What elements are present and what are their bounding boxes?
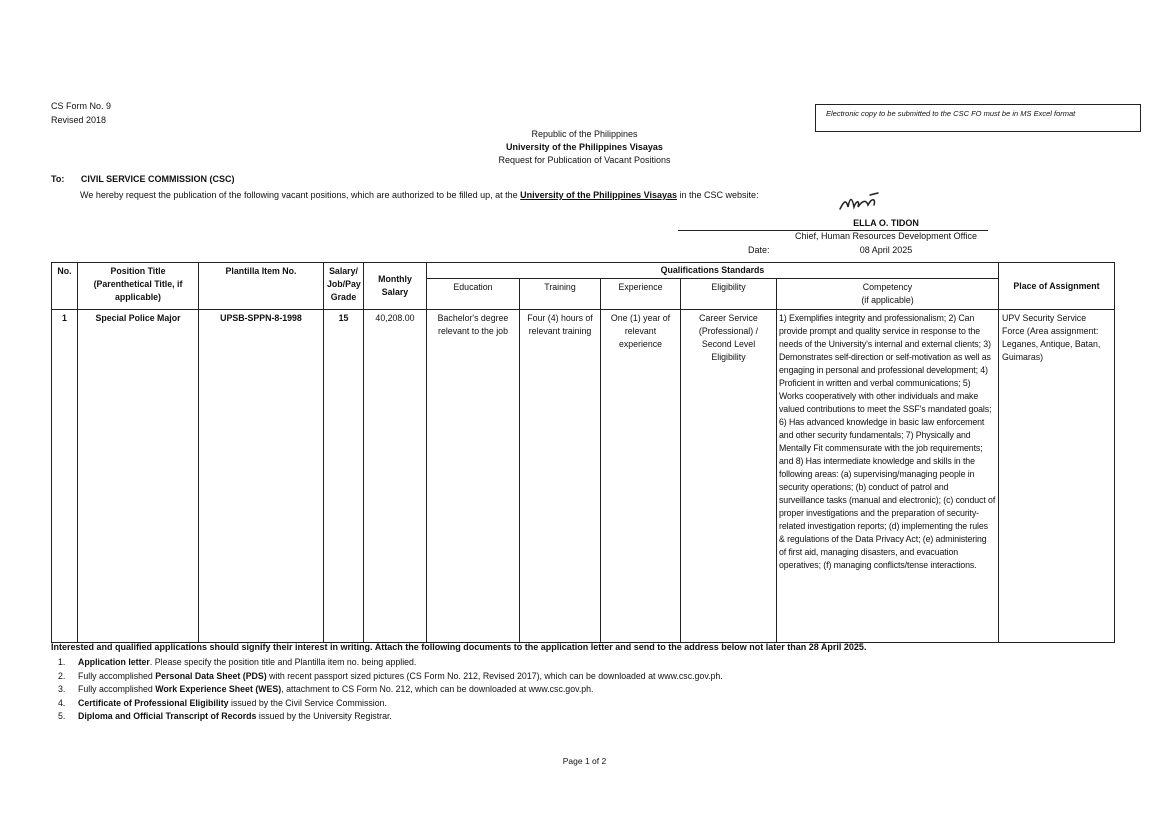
header-qualifications: Qualifications Standards (427, 263, 999, 279)
request-statement (80, 190, 759, 200)
item-number: 1. (58, 657, 66, 667)
header-position-title (78, 263, 199, 310)
item-number: 3. (58, 684, 66, 694)
list-item (58, 710, 723, 724)
item-rest: issued by the University Registrar. (256, 711, 392, 721)
header-eligibility: Eligibility (681, 279, 777, 310)
university-name: University of the Philippines Visayas (506, 142, 663, 152)
item-number: 5. (58, 711, 66, 721)
to-label: To: (51, 174, 65, 184)
header-training: Training (520, 279, 601, 310)
signatory-office: Chief, Human Resources Development Office (795, 231, 977, 241)
excel-format-note: Electronic copy to be submitted to the CSC FO must be in MS Excel format (815, 104, 1141, 132)
item-rest: issued by the Civil Service Commission. (228, 697, 387, 708)
form-number: CS Form No. 9 (51, 101, 112, 111)
row-training: Four (4) hours of relevant training (520, 310, 601, 643)
application-instructions: Interested and qualified applications should signify their interest in writing. Attach the following documents to the application letter and send to the address below not later than 28 April 2025. (51, 642, 867, 652)
header-competency-main: Competency (862, 282, 913, 292)
list-item (58, 656, 723, 670)
row-place: UPV Security Service Force (Area assignment: Leganes, Antique, Batan, Guimaras) (999, 310, 1115, 643)
row-competency: 1) Exemplifies integrity and professionalism; 2) Can provide prompt and quality service in response to the needs of the University's internal and external clients; 3) Demonstrates self-direction or self-motivation as well as engaging in personal and professional development; 4) Proficient in written and verbal communications; 5) Works cooperatively with other individuals and make valued contributions to meet the SSF's mandated goals; 6) Has advanced knowledge in basic law enforcement and other security fundamentals; 7) Physically and Mentally Fit commensurate with the job requirements; and 8) Has intermediate knowledge and skills in the following areas: (a) supervising/managing people in security operations; (b) conduct of patrol and surveillance tasks (manual and electronic); (c) conduct of proper investigations and the preparation of security-related investigation reports; (d) implementing the rules & regulations of the Data Privacy Act; (e) administering of first aid, managing disasters, and evacuation operatives; (f) managing conflicts/tense interactions. (777, 310, 999, 643)
row-position-title: Special Police Major (78, 310, 199, 643)
item-number: 2. (58, 670, 66, 681)
item-number: 4. (58, 697, 66, 708)
header-experience: Experience (601, 279, 681, 310)
item-pre: Fully accomplished (78, 684, 156, 694)
signatory-name: ELLA O. TIDON (853, 218, 919, 228)
row-plantilla: UPSB-SPPN-8-1998 (199, 310, 324, 643)
list-item (58, 670, 723, 684)
list-item (58, 697, 723, 711)
item-bold: Personal Data Sheet (PDS) (155, 670, 267, 681)
document-date: 08 April 2025 (859, 245, 913, 255)
addressee (51, 174, 235, 184)
signature-mark (836, 191, 886, 215)
page-number: Page 1 of 2 (562, 756, 607, 766)
date-label: Date: (748, 245, 770, 255)
item-bold: Application letter (78, 657, 150, 667)
item-rest: , attachment to CS Form No. 212, which can be downloaded at www.csc.gov.ph. (281, 684, 594, 694)
header-salary-grade: Salary/ Job/Pay Grade (324, 263, 364, 310)
request-post: in the CSC website: (679, 190, 759, 200)
item-rest: with recent passport sized pictures (CS Form No. 212, Revised 2017), which can be downloaded at www.csc.gov.ph. (266, 670, 723, 681)
row-salary-grade: 15 (324, 310, 364, 643)
request-pre: We hereby request the publication of the following vacant positions, which are authorized to be filled up, at the (80, 190, 518, 200)
header-competency (777, 279, 999, 310)
item-bold: Certificate of Professional Eligibility (78, 697, 229, 708)
requirements-list (58, 656, 723, 724)
header-place: Place of Assignment (999, 263, 1115, 310)
row-experience: One (1) year of relevant experience (601, 310, 681, 643)
form-id (51, 99, 111, 127)
form-revised: Revised 2018 (51, 115, 107, 125)
list-item (58, 683, 723, 697)
request-university: University of the Philippines Visayas (520, 190, 678, 200)
row-eligibility: Career Service (Professional) / Second Level Eligibility (681, 310, 777, 643)
row-education: Bachelor's degree relevant to the job (427, 310, 520, 643)
header-plantilla: Plantilla Item No. (199, 263, 324, 310)
header-competency-sub: (if applicable) (861, 295, 914, 305)
header-position-title-main: Position Title (110, 266, 166, 276)
row-monthly-salary: 40,208.00 (364, 310, 427, 643)
item-pre: Fully accomplished (78, 670, 156, 681)
item-bold: Diploma and Official Transcript of Records (78, 711, 257, 721)
header-monthly-salary: Monthly Salary (364, 263, 427, 310)
row-no: 1 (52, 310, 78, 643)
document-title: Request for Publication of Vacant Positions (498, 155, 671, 165)
item-rest: . Please specify the position title and Plantilla item no. being applied. (149, 657, 417, 667)
vacant-positions-table (51, 262, 1115, 643)
header-no: No. (52, 263, 78, 310)
table-row (52, 310, 1115, 643)
document-header (0, 128, 1169, 167)
republic-line: Republic of the Philippines (531, 129, 638, 139)
header-position-title-sub: (Parenthetical Title, if applicable) (93, 279, 183, 302)
header-education: Education (427, 279, 520, 310)
addressee-org: CIVIL SERVICE COMMISSION (CSC) (80, 174, 235, 184)
item-bold: Work Experience Sheet (WES) (155, 684, 282, 694)
